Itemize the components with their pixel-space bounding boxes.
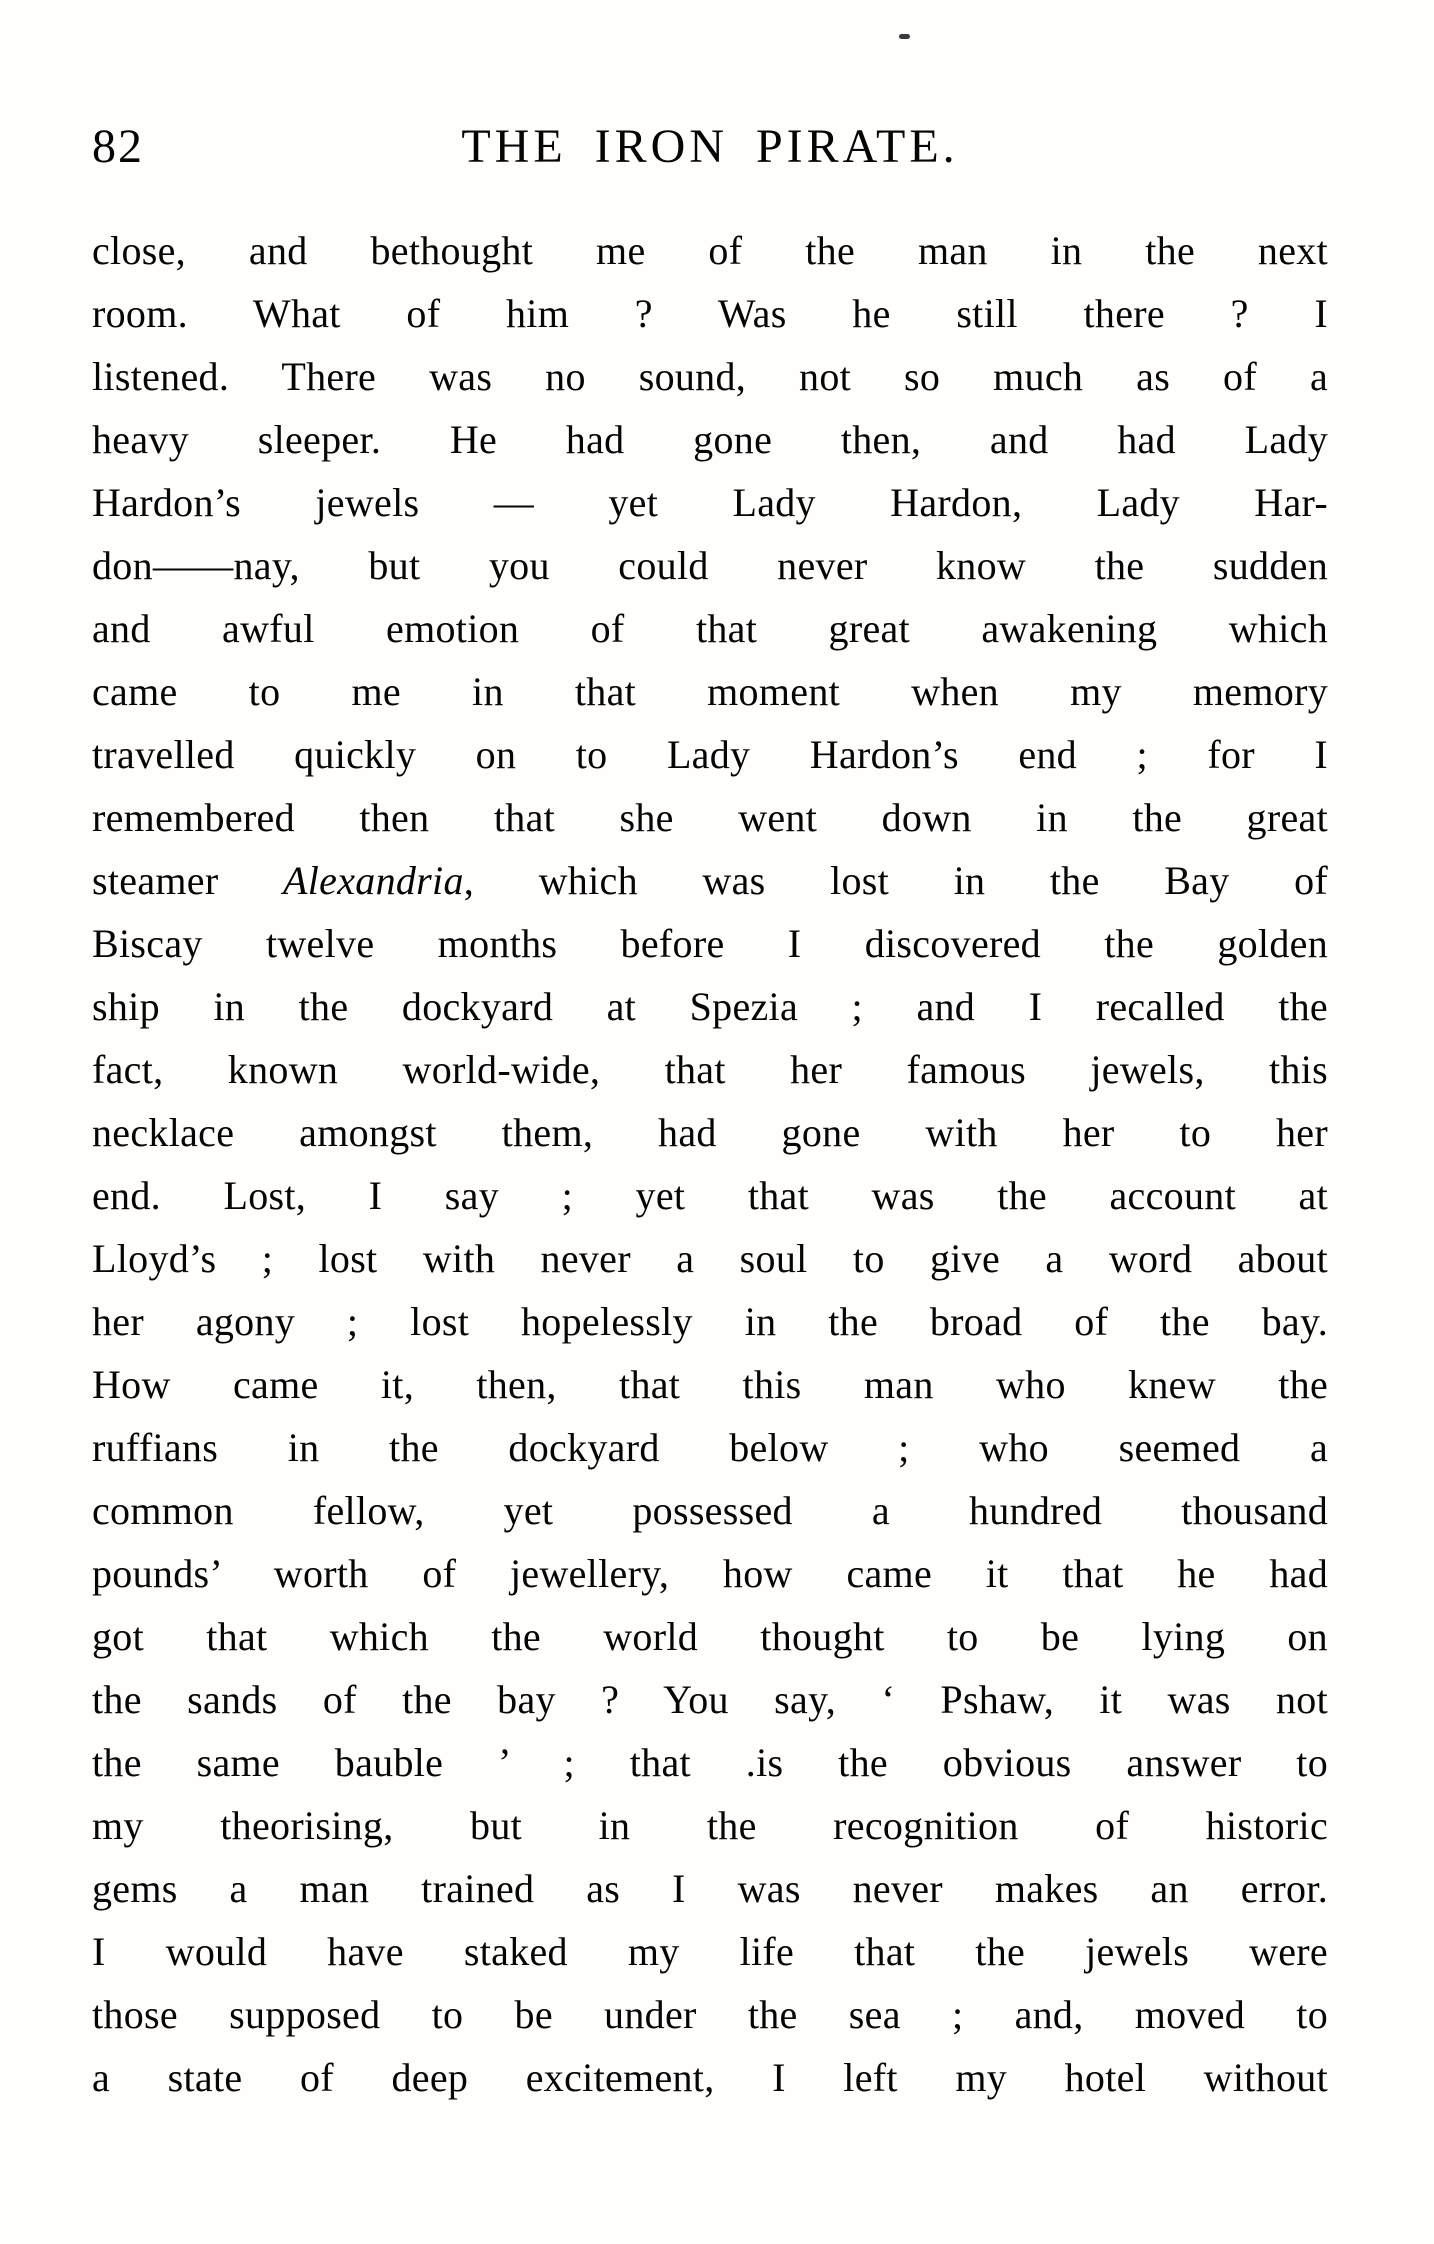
text-segment: a state of deep excitement, I left my hotel without bbox=[92, 2055, 1328, 2100]
text-line bbox=[92, 1605, 1328, 1668]
text-line bbox=[92, 1290, 1328, 1353]
text-line bbox=[92, 1668, 1328, 1731]
text-line bbox=[92, 723, 1328, 786]
text-line bbox=[92, 1353, 1328, 1416]
text-line bbox=[92, 1038, 1328, 1101]
text-segment: Lloyd’s ; lost with never a soul to give a word about bbox=[92, 1236, 1328, 1281]
text-segment: those supposed to be under the sea ; and, moved to bbox=[92, 1992, 1328, 2037]
text-segment: her agony ; lost hopelessly in the broad of the bay. bbox=[92, 1299, 1328, 1344]
text-line bbox=[92, 1920, 1328, 1983]
text-line bbox=[92, 597, 1328, 660]
text-segment: remembered then that she went down in the great bbox=[92, 795, 1328, 840]
text-segment: steamer bbox=[92, 858, 284, 903]
text-segment: ruffians in the dockyard below ; who seemed a bbox=[92, 1425, 1328, 1470]
text-line bbox=[92, 1101, 1328, 1164]
running-head bbox=[92, 118, 1328, 176]
text-line bbox=[92, 471, 1328, 534]
text-segment: heavy sleeper. He had gone then, and had Lady bbox=[92, 417, 1328, 462]
text-line bbox=[92, 1731, 1328, 1794]
text-segment: listened. There was no sound, not so much as of a bbox=[92, 354, 1328, 399]
text-segment: gems a man trained as I was never makes an error. bbox=[92, 1866, 1328, 1911]
text-segment: got that which the world thought to be lying on bbox=[92, 1614, 1328, 1659]
text-line bbox=[92, 1983, 1328, 2046]
text-segment: and awful emotion of that great awakening which bbox=[92, 606, 1328, 651]
text-line bbox=[92, 912, 1328, 975]
text-segment: I would have staked my life that the jewels were bbox=[92, 1929, 1328, 1974]
text-line bbox=[92, 282, 1328, 345]
text-line bbox=[92, 1479, 1328, 1542]
text-line bbox=[92, 1857, 1328, 1920]
text-segment: the same bauble ’ ; that .is the obvious answer to bbox=[92, 1740, 1328, 1785]
text-segment: end. Lost, I say ; yet that was the account at bbox=[92, 1173, 1328, 1218]
text-segment: necklace amongst them, had gone with her to her bbox=[92, 1110, 1328, 1155]
text-segment: my theorising, but in the recognition of historic bbox=[92, 1803, 1328, 1848]
text-segment: ship in the dockyard at Spezia ; and I recalled the bbox=[92, 984, 1328, 1029]
text-segment: fact, known world-wide, that her famous jewels, this bbox=[92, 1047, 1328, 1092]
text-line bbox=[92, 1227, 1328, 1290]
text-line bbox=[92, 849, 1328, 912]
text-segment: How came it, then, that this man who knew the bbox=[92, 1362, 1328, 1407]
text-segment: came to me in that moment when my memory bbox=[92, 669, 1328, 714]
text-segment: Biscay twelve months before I discovered the golden bbox=[92, 921, 1328, 966]
text-line bbox=[92, 660, 1328, 723]
text-segment: , which was lost in the Bay of bbox=[463, 858, 1328, 903]
text-line bbox=[92, 1542, 1328, 1605]
italic-text: Alexandria bbox=[283, 858, 464, 903]
text-line bbox=[92, 1416, 1328, 1479]
text-line bbox=[92, 1794, 1328, 1857]
running-title: THE IRON PIRATE. bbox=[461, 120, 959, 173]
text-segment: common fellow, yet possessed a hundred thousand bbox=[92, 1488, 1328, 1533]
text-line bbox=[92, 975, 1328, 1038]
text-segment: travelled quickly on to Lady Hardon’s end ; for I bbox=[92, 732, 1328, 777]
text-segment: room. What of him ? Was he still there ? I bbox=[92, 291, 1328, 336]
scan-artifact bbox=[899, 34, 910, 39]
text-line bbox=[92, 786, 1328, 849]
text-line bbox=[92, 1164, 1328, 1227]
text-line bbox=[92, 219, 1328, 282]
text-line bbox=[92, 2046, 1328, 2109]
text-segment: the sands of the bay ? You say, ‘ Pshaw, it was not bbox=[92, 1677, 1328, 1722]
text-segment: don——nay, but you could never know the sudden bbox=[92, 543, 1328, 588]
text-line bbox=[92, 345, 1328, 408]
text-line bbox=[92, 534, 1328, 597]
text-segment: Hardon’s jewels — yet Lady Hardon, Lady Har- bbox=[92, 480, 1328, 525]
text-segment: pounds’ worth of jewellery, how came it that he had bbox=[92, 1551, 1328, 1596]
page-number: 82 bbox=[92, 120, 144, 173]
text-segment: close, and bethought me of the man in the next bbox=[92, 228, 1328, 273]
text-line bbox=[92, 408, 1328, 471]
body-text bbox=[92, 219, 1328, 2109]
